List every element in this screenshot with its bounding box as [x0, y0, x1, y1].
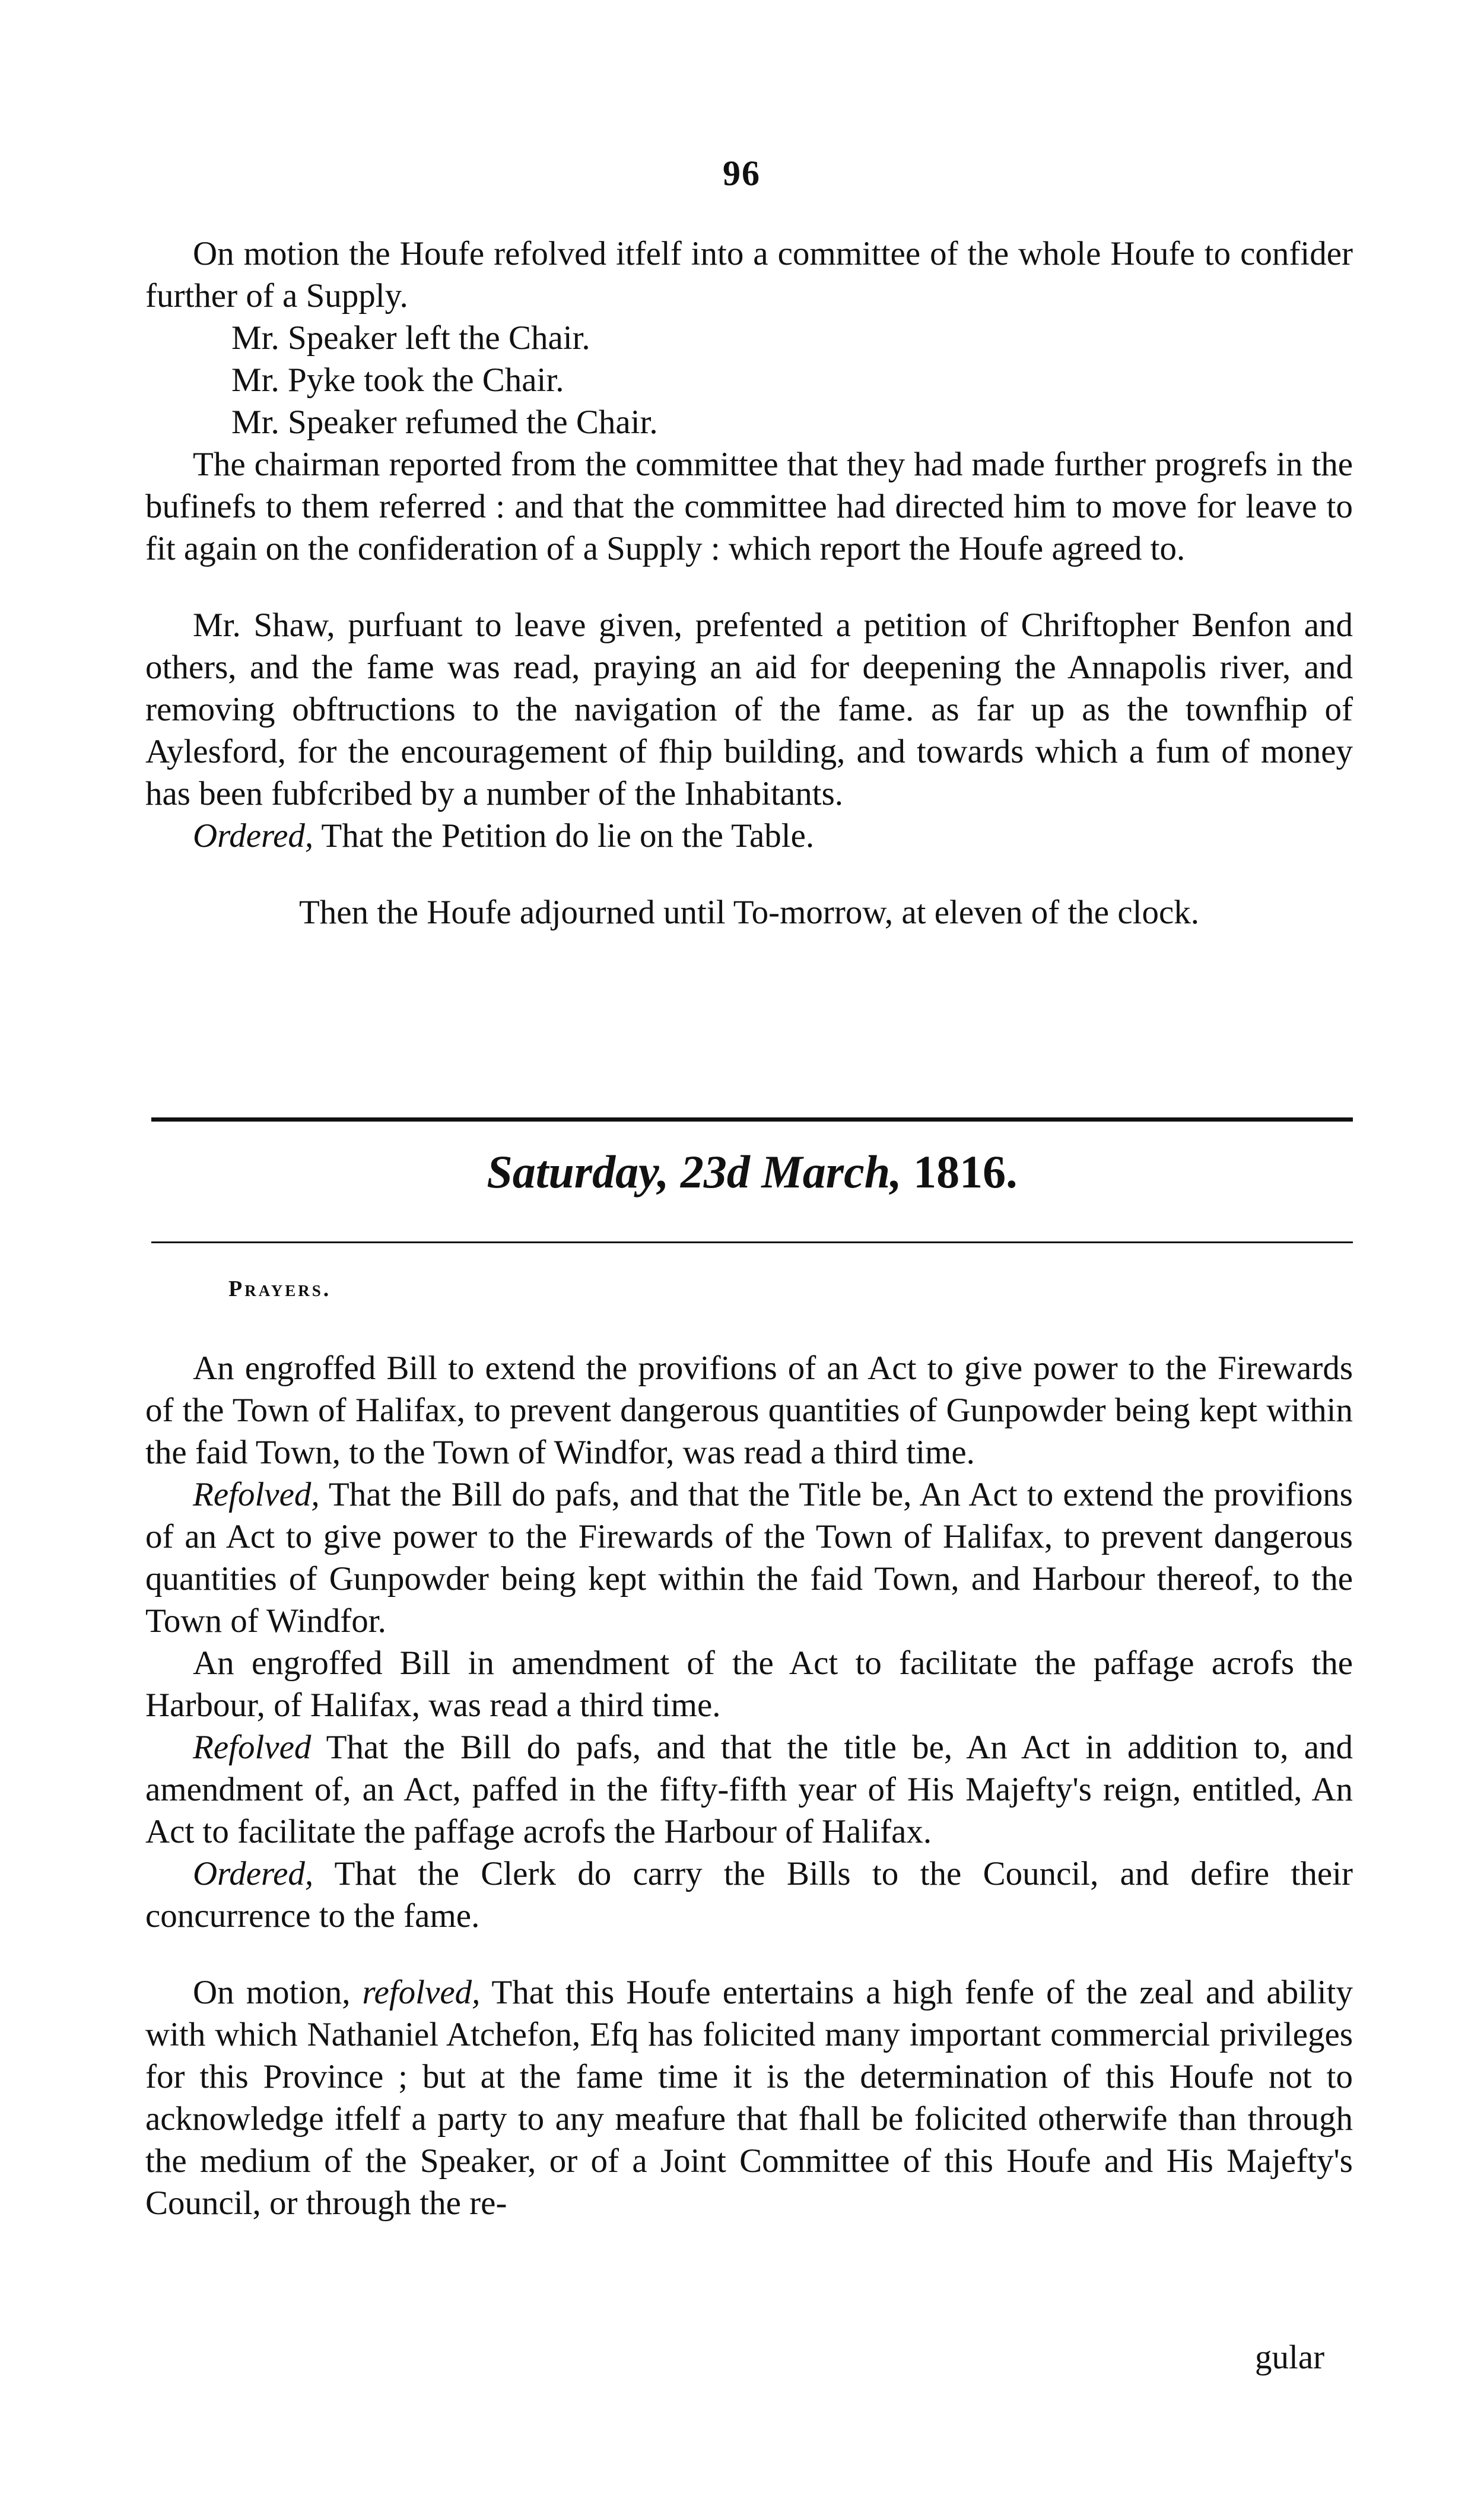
- atcheson-motion-paragraph: [145, 1971, 1353, 2224]
- ordered-text: That the Petition do lie on the Table.: [321, 817, 815, 855]
- prayers-label: Prayers.: [228, 1276, 332, 1301]
- catchword: gular: [1255, 2339, 1325, 2376]
- supply-committee-paragraph: On motion the Houfe refolved itfelf into a committee of the whole Houfe to confider further of a Supply.: [145, 235, 1353, 315]
- ordered-text-2: That the Clerk do carry the Bills to the Council, and defire their concurrence to the fame.: [145, 1855, 1353, 1935]
- heading-rule-bottom: [151, 1241, 1353, 1243]
- petition-order-paragraph: [145, 815, 1353, 857]
- harbour-resolution-paragraph: [145, 1726, 1353, 1853]
- ordered-label-2: Ordered,: [193, 1855, 314, 1892]
- page-number: 96: [723, 154, 761, 193]
- harbour-bill-paragraph: An engroffed Bill in amendment of the Act to facilitate the paffage acrofs the Harbour, of Halifax, was read a third time.: [145, 1644, 1353, 1724]
- speaker-left-line: Mr. Speaker left the Chair.: [231, 319, 590, 357]
- firewards-resolution-paragraph: [145, 1473, 1353, 1642]
- clerk-order-paragraph: [145, 1853, 1353, 1937]
- proceedings-march-23: [145, 1347, 1353, 2224]
- resolved-label: Refolved,: [193, 1476, 320, 1513]
- proceedings-march-22: [145, 233, 1353, 933]
- adjournment-paragraph: Then the Houfe adjourned until To-morrow, at eleven of the clock.: [298, 894, 1200, 931]
- motion-text: That this Houfe entertains a high fenfe of the zeal and ability with which Nathaniel Atchefon, Efq has folicited many important commercial privileges for this Province ; but at the fame time it is the determination of this Houfe not to acknowledge itfelf a party to any meafure that fhall be folicited otherwife than through the medium of the Speaker, or of a Joint Committee of this Houfe and His Majefty's Council, or through the re-: [145, 1974, 1353, 2222]
- resolved-text: That the Bill do pafs, and that the Title be, An Act to extend the provifions of an Act to give power to the Firewards of the Town of Halifax, to prevent dangerous quantities of Gunpowder being kept within the faid Town, and Harbour thereof, to the Town of Windfor.: [145, 1476, 1353, 1640]
- resolved-label-3: refolved,: [362, 1974, 481, 2011]
- date-heading: [151, 1145, 1353, 1199]
- motion-lead: On motion,: [193, 1974, 351, 2011]
- firewards-bill-paragraph: An engroffed Bill to extend the provifions of an Act to give power to the Firewards of the Town of Halifax, to prevent dangerous quantities of Gunpowder being kept within the faid Town, to the Town of Windfor, was read a third time.: [145, 1349, 1353, 1471]
- resolved-text-2: That the Bill do pafs, and that the title be, An Act in addition to, and amendment of, an Act, paffed in the fifty-fifth year of His Majefty's reign, entitled, An Act to facilitate the paffage acrofs the Harbour of Halifax.: [145, 1729, 1353, 1850]
- heading-rule-top: [151, 1117, 1353, 1122]
- ordered-label: Ordered,: [193, 817, 314, 855]
- chairman-report-paragraph: The chairman reported from the committee that they had made further progrefs in the bufinefs to them referred : and that the committee had directed him to move for leave to fit again on the confideration of a Supply : which report the Houfe agreed to.: [145, 446, 1353, 567]
- shaw-petition-paragraph: Mr. Shaw, purfuant to leave given, prefented a petition of Chriftopher Benfon and others, and the fame was read, praying an aid for deepening the Annapolis river, and removing obftructions to the navigation of the fame. as far up as the townfhip of Aylesford, for the encouragement of fhip building, and towards which a fum of money has been fubfcribed by a number of the Inhabitants.: [145, 606, 1353, 812]
- date-heading-day: Saturday, 23d March,: [487, 1146, 902, 1198]
- pyke-took-chair-line: Mr. Pyke took the Chair.: [231, 361, 564, 399]
- resolved-label-2: Refolved: [193, 1729, 312, 1766]
- date-heading-year: 1816.: [913, 1146, 1018, 1198]
- speaker-resumed-line: Mr. Speaker refumed the Chair.: [231, 404, 658, 441]
